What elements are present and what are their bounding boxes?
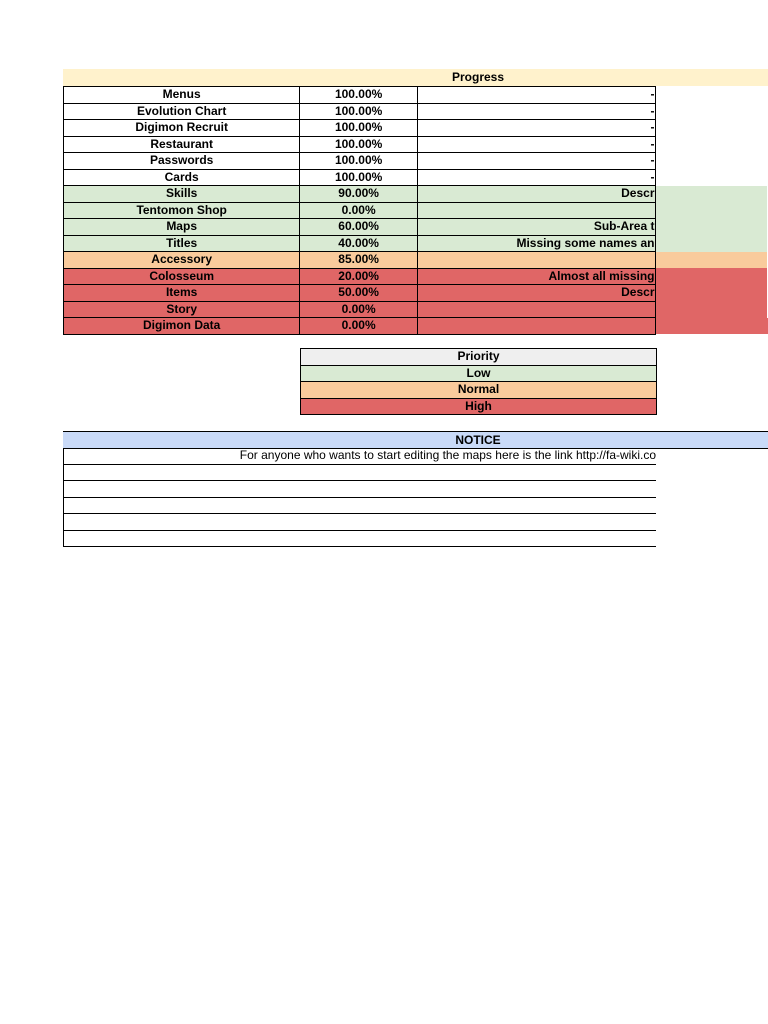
progress-item-note: Sub-Area t: [417, 219, 655, 236]
progress-row-fill: [655, 120, 768, 137]
progress-item-name: Passwords: [64, 153, 300, 170]
progress-item-percent: 100.00%: [300, 120, 418, 137]
progress-item-name: Tentomon Shop: [64, 202, 300, 219]
progress-item-note: -: [417, 87, 655, 104]
progress-row-fill: [655, 136, 768, 153]
progress-item-note: [417, 252, 655, 269]
progress-row-fill: [655, 202, 768, 219]
progress-row: [64, 186, 768, 203]
progress-item-note: -: [417, 120, 655, 137]
progress-item-name: Maps: [64, 219, 300, 236]
notice-header: [63, 431, 768, 449]
priority-normal: Normal: [301, 382, 657, 399]
progress-item-percent: 85.00%: [300, 252, 418, 269]
progress-header: [63, 69, 768, 86]
progress-row: [64, 219, 768, 236]
progress-row: [64, 252, 768, 269]
progress-item-percent: 40.00%: [300, 235, 418, 252]
notice-line: [64, 481, 656, 498]
progress-item-percent: 100.00%: [300, 87, 418, 104]
progress-row: [64, 301, 768, 318]
progress-item-percent: 100.00%: [300, 136, 418, 153]
progress-row-fill: [655, 235, 768, 252]
progress-table: [63, 86, 768, 335]
progress-item-name: Digimon Data: [64, 318, 300, 335]
progress-row: [64, 202, 768, 219]
progress-row: [64, 285, 768, 302]
progress-item-name: Menus: [64, 87, 300, 104]
progress-row: [64, 235, 768, 252]
progress-item-percent: 60.00%: [300, 219, 418, 236]
progress-row: [64, 318, 768, 335]
progress-row-fill: [655, 252, 768, 269]
progress-item-note: -: [417, 103, 655, 120]
progress-item-note: [417, 301, 655, 318]
progress-item-percent: 0.00%: [300, 301, 418, 318]
progress-item-name: Colosseum: [64, 268, 300, 285]
progress-item-name: Digimon Recruit: [64, 120, 300, 137]
progress-row-fill: [655, 301, 768, 318]
progress-row-fill: [655, 169, 768, 186]
progress-row: [64, 120, 768, 137]
progress-row: [64, 136, 768, 153]
progress-row-fill: [655, 318, 768, 335]
progress-item-name: Skills: [64, 186, 300, 203]
progress-row: [64, 169, 768, 186]
progress-row: [64, 268, 768, 285]
progress-row-fill: [655, 285, 768, 302]
priority-legend: [300, 348, 657, 415]
progress-item-percent: 50.00%: [300, 285, 418, 302]
progress-item-name: Accessory: [64, 252, 300, 269]
notice-title: NOTICE: [455, 433, 501, 447]
progress-row: [64, 103, 768, 120]
progress-row-fill: [655, 219, 768, 236]
progress-row-fill: [655, 186, 768, 203]
priority-low: Low: [301, 365, 657, 382]
progress-item-percent: 100.00%: [300, 169, 418, 186]
progress-item-name: Items: [64, 285, 300, 302]
progress-row-fill: [655, 153, 768, 170]
priority-high: High: [301, 398, 657, 415]
progress-item-percent: 0.00%: [300, 318, 418, 335]
progress-row-fill: [655, 268, 768, 285]
notice-line: [64, 465, 656, 482]
notice-line: [64, 514, 656, 531]
progress-item-note: Almost all missing: [417, 268, 655, 285]
progress-item-note: -: [417, 169, 655, 186]
progress-item-name: Evolution Chart: [64, 103, 300, 120]
progress-item-note: -: [417, 153, 655, 170]
progress-item-note: -: [417, 136, 655, 153]
progress-item-note: [417, 318, 655, 335]
progress-row-fill: [655, 87, 768, 104]
priority-title: Priority: [301, 349, 657, 366]
progress-item-percent: 90.00%: [300, 186, 418, 203]
progress-item-note: Descr: [417, 186, 655, 203]
progress-item-note: [417, 202, 655, 219]
progress-row: [64, 153, 768, 170]
notice-line: [64, 498, 656, 515]
progress-item-note: Missing some names an: [417, 235, 655, 252]
progress-title: Progress: [451, 70, 505, 84]
notice-line-text: For anyone who wants to start editing the maps here is the link http://fa-wiki.co: [239, 448, 656, 462]
progress-item-name: Story: [64, 301, 300, 318]
progress-item-percent: 0.00%: [300, 202, 418, 219]
progress-item-name: Cards: [64, 169, 300, 186]
progress-item-percent: 100.00%: [300, 153, 418, 170]
progress-row-fill: [655, 103, 768, 120]
notice-box: [63, 448, 656, 547]
progress-item-name: Restaurant: [64, 136, 300, 153]
progress-item-name: Titles: [64, 235, 300, 252]
progress-row: [64, 87, 768, 104]
progress-item-note: Descr: [417, 285, 655, 302]
progress-item-percent: 100.00%: [300, 103, 418, 120]
notice-line: [64, 531, 656, 548]
progress-item-percent: 20.00%: [300, 268, 418, 285]
notice-line: [64, 448, 656, 465]
